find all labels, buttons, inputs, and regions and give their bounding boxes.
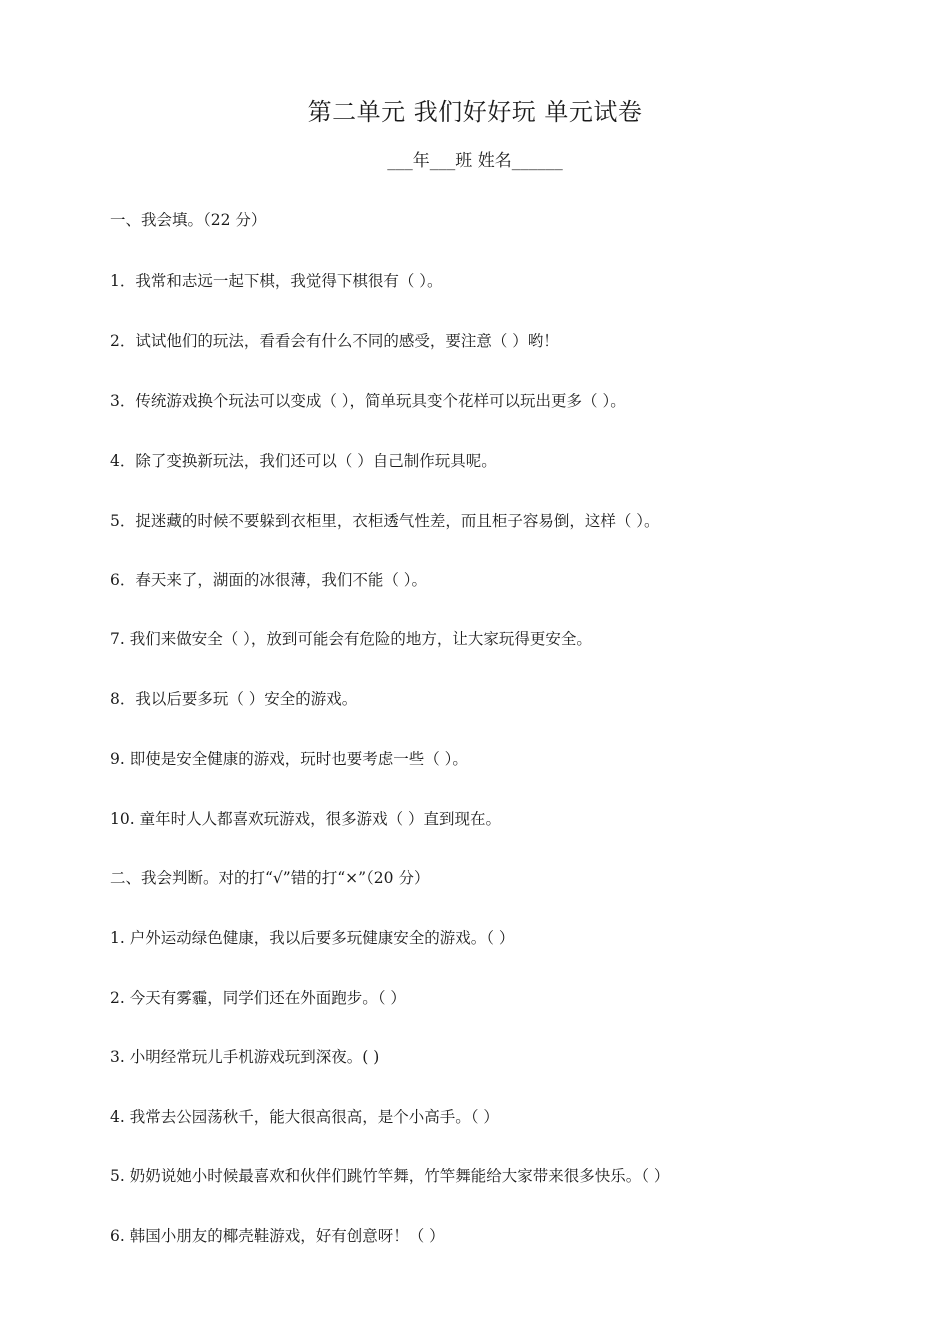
question-item: 2. 今天有雾霾，同学们还在外面跑步。（ ） bbox=[110, 989, 406, 1007]
question-item: 8．我以后要多玩（ ）安全的游戏。 bbox=[110, 690, 358, 708]
question-item: 9. 即使是安全健康的游戏，玩时也要考虑一些（ ）。 bbox=[110, 750, 468, 768]
question-item: 7. 我们来做安全（ ），放到可能会有危险的地方，让大家玩得更安全。 bbox=[110, 630, 592, 648]
question-item: 4．除了变换新玩法，我们还可以（ ）自己制作玩具呢。 bbox=[110, 452, 497, 470]
question-item: 1. 户外运动绿色健康，我以后要多玩健康安全的游戏。（ ） bbox=[110, 929, 515, 947]
question-item: 5. 奶奶说她小时候最喜欢和伙伴们跳竹竿舞，竹竿舞能给大家带来很多快乐。（ ） bbox=[110, 1167, 670, 1185]
question-item: 3. 小明经常玩儿手机游戏玩到深夜。( ) bbox=[110, 1048, 380, 1066]
question-item: 3．传统游戏换个玩法可以变成（ ），简单玩具变个花样可以玩出更多（ ）。 bbox=[110, 392, 626, 410]
section-heading-true-false: 二、我会判断。对的打“√”错的打“×”（20 分） bbox=[110, 869, 430, 887]
question-item: 6. 韩国小朋友的椰壳鞋游戏，好有创意呀！（ ） bbox=[110, 1227, 445, 1245]
question-item: 1．我常和志远一起下棋，我觉得下棋很有（ ）。 bbox=[110, 272, 443, 290]
question-item: 6．春天来了，湖面的冰很薄，我们不能（ ）。 bbox=[110, 571, 428, 589]
page-title: 第二单元 我们好好玩 单元试卷 bbox=[307, 98, 643, 126]
question-item: 5．捉迷藏的时候不要躲到衣柜里，衣柜透气性差，而且柜子容易倒，这样（ ）。 bbox=[110, 512, 660, 530]
question-item: 4. 我常去公园荡秋千，能大很高很高，是个小高手。（ ） bbox=[110, 1108, 499, 1126]
class-name-line: ___年___班 姓名______ bbox=[387, 151, 563, 171]
question-item: 10. 童年时人人都喜欢玩游戏，很多游戏（ ）直到现在。 bbox=[110, 810, 502, 828]
question-item: 2．试试他们的玩法，看看会有什么不同的感受，要注意（ ）哟！ bbox=[110, 332, 559, 350]
section-heading-fill-in: 一、我会填。（22 分） bbox=[110, 211, 267, 229]
